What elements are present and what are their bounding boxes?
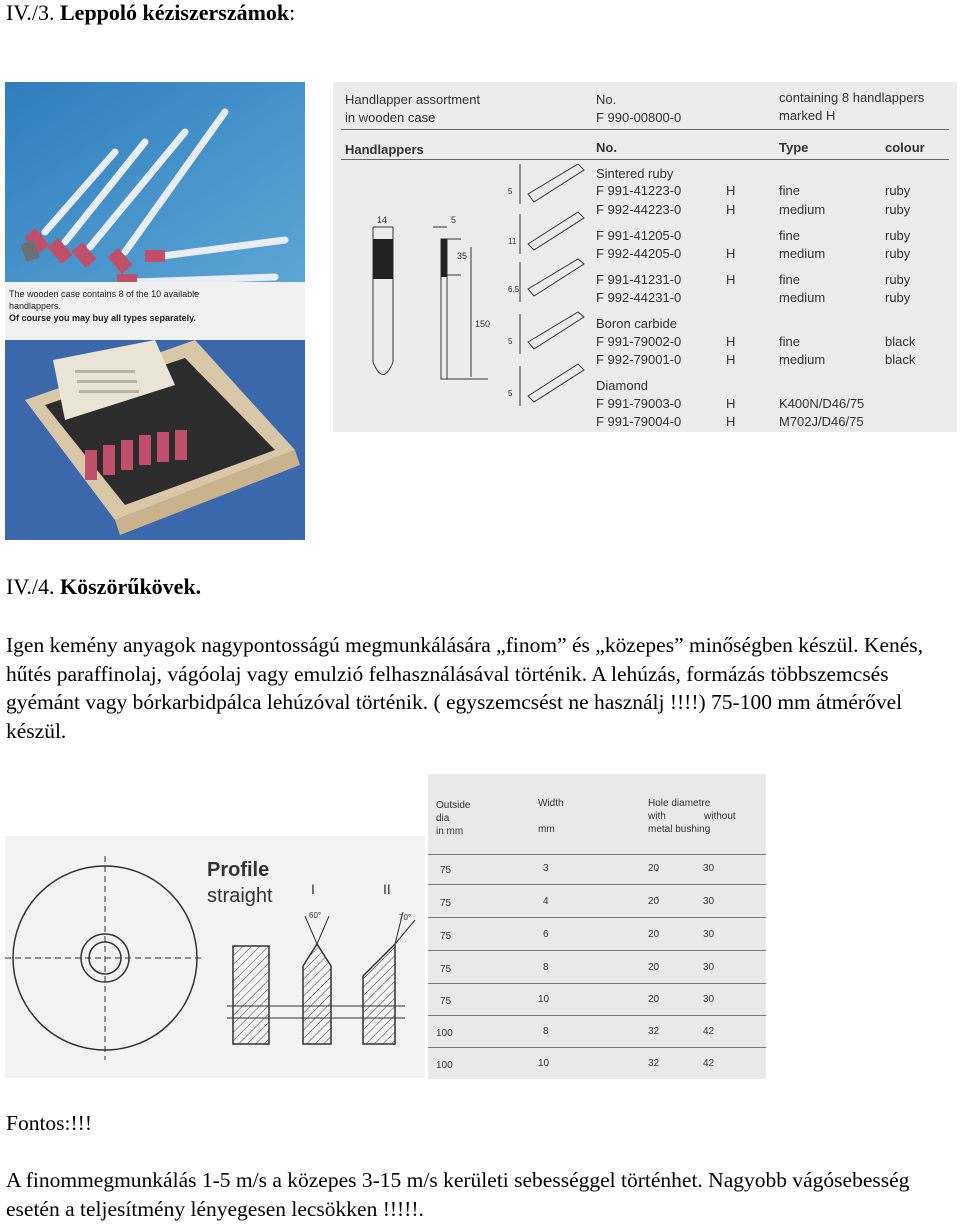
profile-straight-shape (233, 946, 269, 1044)
cell: 100 (436, 1028, 453, 1039)
col3-line3: metal bushing (648, 824, 711, 835)
row-type: fine (779, 228, 800, 243)
row-colour: ruby (885, 290, 911, 305)
row-type: fine (779, 183, 800, 198)
row-type: fine (779, 334, 800, 349)
row-no: F 991-79003-0 (596, 396, 682, 411)
side-dim-5: 5 (508, 389, 513, 398)
row-mark: H (726, 202, 736, 217)
cell: 4 (543, 896, 549, 907)
cell: 75 (440, 931, 452, 942)
caption-line-3: Of course you may buy all types separately. (9, 313, 196, 323)
cell: 42 (703, 1026, 715, 1037)
divider (428, 884, 766, 885)
straight-label: straight (207, 885, 273, 907)
col2-line1: Width (538, 798, 564, 809)
group-name: Boron carbide (596, 316, 677, 331)
containing-2: marked H (779, 108, 836, 123)
grinding-wheel-drawing (5, 836, 425, 1078)
row-mark: H (726, 272, 736, 287)
divider (428, 1047, 766, 1048)
col-colour: colour (885, 140, 925, 155)
section-4-title: Köszörűkövek. (60, 574, 202, 599)
assortment-no-label: No. (596, 92, 617, 107)
handlappers-photo (5, 82, 305, 340)
divider (428, 1015, 766, 1016)
angle-II: 70° (399, 913, 412, 922)
col1-line1: Outside (436, 800, 471, 811)
row-mark: H (726, 396, 736, 411)
side-dim-1: 5 (508, 187, 513, 196)
col-handlappers: Handlappers (345, 142, 424, 157)
profile-label: Profile (207, 859, 270, 881)
section-4-prefix: IV./4. (6, 574, 60, 599)
dim-14: 14 (377, 215, 388, 225)
assortment-label-1: Handlapper assortment (345, 92, 481, 107)
group-name: Sintered ruby (596, 166, 674, 181)
cell: 20 (648, 962, 660, 973)
row-type: medium (779, 352, 826, 367)
side-dim-4: 5 (508, 337, 513, 346)
row-no: F 991-79004-0 (596, 414, 682, 429)
cell: 30 (703, 929, 715, 940)
divider (428, 950, 766, 951)
dim-150: 150 (475, 319, 491, 329)
wheel-dimensions-table (428, 774, 766, 1079)
wooden-case-photo (5, 340, 305, 540)
cell: 30 (703, 962, 715, 973)
cell: 10 (538, 994, 550, 1005)
row-no: F 992-79001-0 (596, 352, 682, 367)
cell: 20 (648, 929, 660, 940)
side-dim-3: 6.5 (508, 285, 520, 294)
row-mark: H (726, 246, 736, 261)
photo-caption (5, 282, 305, 340)
row-mark: H (726, 334, 736, 349)
col1-line2: dia (436, 813, 450, 824)
angle-I: 60° (309, 911, 322, 920)
fontos-label: Fontos:!!! (6, 1111, 92, 1135)
containing-1: containing 8 handlappers (779, 90, 925, 105)
paragraph-1: Igen kemény anyagok nagypontosságú megmunkálására „finom” és „közepes” minőségben készül. Kenés, hűtés paraffinolaj, vágóolaj vagy emulzió felhasználásával történik. A lehúzás, formázás többszemcsés gyémánt vagy bórkarbidpálca lehúzóval történik. ( egyszemcsést ne használj !!!!) 75-100 mm átmérővel készül. (6, 633, 924, 743)
cell: 8 (543, 962, 549, 973)
side-dim-2: 11 (508, 237, 517, 246)
wooden-case-illustration (5, 340, 305, 540)
cell: 3 (543, 863, 549, 874)
assortment-label-2: in wooden case (345, 110, 436, 125)
row-no: F 991-41205-0 (596, 228, 682, 243)
row-no: F 992-44205-0 (596, 246, 682, 261)
row-colour: ruby (885, 272, 911, 287)
section-4-heading (6, 574, 201, 600)
col1-line3: in mm (436, 826, 464, 837)
cell: 42 (703, 1058, 715, 1069)
caption-line-2: handlappers. (9, 301, 62, 311)
divider (341, 129, 949, 130)
row-type: fine (779, 272, 800, 287)
cell: 30 (703, 994, 715, 1005)
lapper-drawing (333, 207, 513, 387)
cell: 75 (440, 964, 452, 975)
divider (341, 159, 949, 160)
divider (428, 983, 766, 984)
cell: 32 (648, 1058, 660, 1069)
row-no: F 992-44231-0 (596, 290, 682, 305)
cell: 8 (543, 1026, 549, 1037)
handlapper-table (333, 82, 957, 432)
cell: 30 (703, 863, 715, 874)
row-type: medium (779, 202, 826, 217)
label-I: I (311, 881, 315, 897)
cell: 75 (440, 996, 452, 1007)
cell: 30 (703, 896, 715, 907)
cell: 20 (648, 896, 660, 907)
cell: 100 (436, 1060, 453, 1071)
handlappers-illustration (5, 82, 305, 282)
label-II: II (383, 881, 391, 897)
tip-profiles-drawing (508, 164, 593, 432)
row-colour: black (885, 352, 916, 367)
cell: 32 (648, 1026, 660, 1037)
row-mark: H (726, 183, 736, 198)
cell: 20 (648, 863, 660, 874)
cell: 6 (543, 929, 549, 940)
row-mark: H (726, 352, 736, 367)
row-no: F 991-79002-0 (596, 334, 682, 349)
section-3-title: Leppoló kéziszerszámok (60, 0, 290, 25)
group-name: Diamond (596, 378, 649, 393)
paragraph-2: A finommegmunkálás 1-5 m/s a közepes 3-15 m/s kerületi sebességgel történhet. Nagyobb vágósebesség esetén a teljesítmény lényegesen lecsökken !!!!!. (6, 1168, 910, 1221)
caption-line-1: The wooden case contains 8 of the 10 available (9, 289, 200, 299)
row-colour: black (885, 334, 916, 349)
col3-line1: Hole diametre (648, 798, 711, 809)
assortment-no: F 990-00800-0 (596, 110, 682, 125)
col-no: No. (596, 140, 617, 155)
row-no: F 991-41231-0 (596, 272, 682, 287)
row-colour: ruby (885, 246, 911, 261)
cell: 10 (538, 1058, 550, 1069)
divider (428, 917, 766, 918)
row-no: F 991-41223-0 (596, 183, 682, 198)
col3-with: with (648, 811, 666, 822)
section-3-suffix: : (289, 0, 296, 25)
section-3-prefix: IV./3. (6, 0, 60, 25)
row-type: M702J/D46/75 (779, 414, 864, 429)
row-type: K400N/D46/75 (779, 396, 865, 411)
cell: 75 (440, 898, 452, 909)
cell: 20 (648, 994, 660, 1005)
col3-without: without (704, 811, 736, 822)
divider (428, 854, 766, 855)
row-colour: ruby (885, 228, 911, 243)
lapper-stone-front (373, 239, 393, 279)
dim-35: 35 (457, 251, 468, 261)
col2-line2: mm (538, 824, 555, 835)
section-3-heading (6, 0, 295, 26)
col-type: Type (779, 140, 809, 155)
profile-II-shape (363, 944, 395, 1044)
profile-I-shape (303, 944, 331, 1044)
row-type: medium (779, 290, 826, 305)
dim-5: 5 (451, 215, 457, 225)
wheel-svg (5, 836, 425, 1078)
row-no: F 992-44223-0 (596, 202, 682, 217)
row-colour: ruby (885, 202, 911, 217)
cell: 75 (440, 865, 452, 876)
row-mark: H (726, 414, 736, 429)
row-type: medium (779, 246, 826, 261)
row-colour: ruby (885, 183, 911, 198)
